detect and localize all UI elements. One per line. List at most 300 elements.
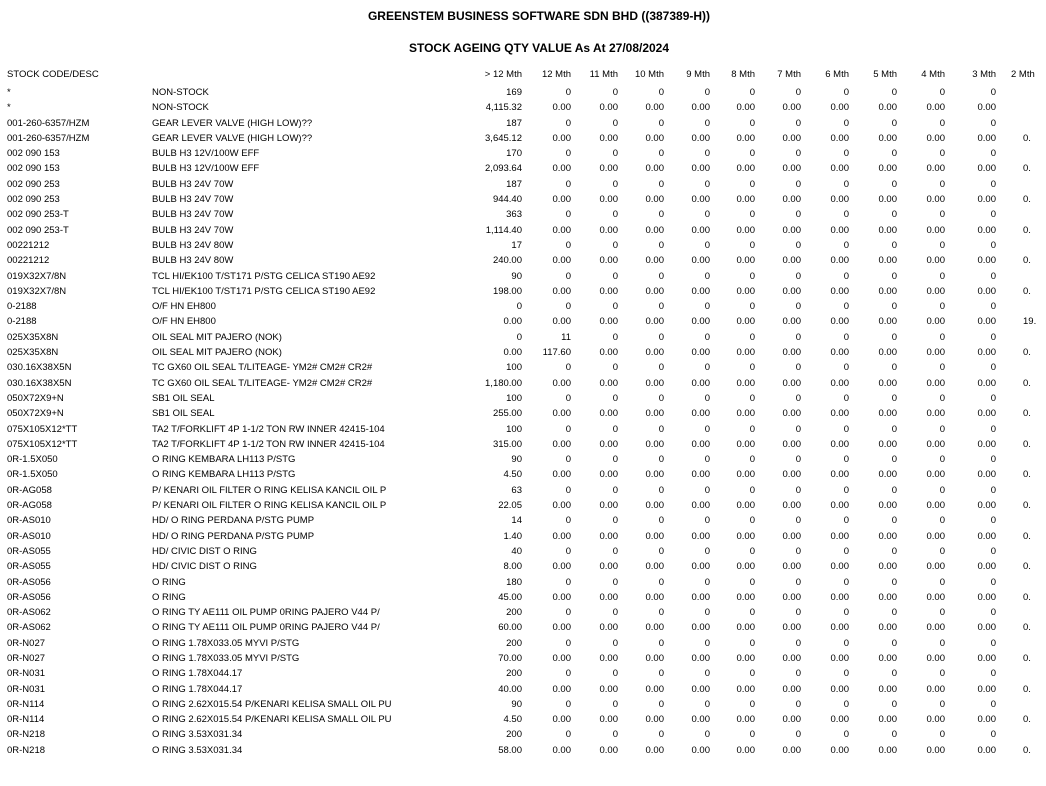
age-value-cell: 0 bbox=[795, 270, 801, 282]
company-title: GREENSTEM BUSINESS SOFTWARE SDN BHD ((387389-H)) bbox=[367, 9, 711, 23]
table-row bbox=[0, 561, 1046, 576]
age-value-cell: 0 bbox=[939, 515, 945, 527]
age-value-cell: 0.00 bbox=[782, 316, 801, 328]
table-row bbox=[0, 684, 1046, 699]
age-value-cell: 0.00 bbox=[926, 683, 945, 695]
age-value-cell: 0.00 bbox=[691, 438, 710, 450]
age-value-cell: 0 bbox=[891, 729, 897, 741]
age-value-cell: 0.00 bbox=[926, 714, 945, 726]
age-value-cell: 0.00 bbox=[782, 285, 801, 297]
table-row bbox=[0, 362, 1046, 377]
age-value-cell: 0 bbox=[990, 454, 996, 466]
age-value-cell: 0 bbox=[795, 484, 801, 496]
stock-description: O RING bbox=[152, 591, 186, 603]
age-value-cell: 170 bbox=[506, 148, 522, 160]
age-value-cell: 0 bbox=[990, 423, 996, 435]
age-value-cell: 11 bbox=[561, 331, 571, 343]
age-value-cell: 0 bbox=[704, 362, 710, 374]
age-value-cell: 0.00 bbox=[782, 132, 801, 144]
stock-code: 025X35X8N bbox=[7, 331, 59, 343]
age-value-cell: 0 bbox=[939, 392, 945, 404]
age-value-cell: 0.00 bbox=[691, 652, 710, 664]
age-value-cell: 0.00 bbox=[552, 622, 571, 634]
age-value-cell: 198.00 bbox=[492, 285, 522, 297]
age-value-cell: 0.00 bbox=[645, 347, 664, 359]
age-value-cell: 0.00 bbox=[878, 224, 897, 236]
age-value-cell: 58.00 bbox=[498, 744, 522, 756]
age-value-cell: 0. bbox=[1023, 285, 1031, 297]
age-value-cell: 0 bbox=[565, 423, 571, 435]
age-value-cell: 0.00 bbox=[599, 469, 618, 481]
table-row bbox=[0, 102, 1046, 117]
age-value-cell: 0.00 bbox=[977, 377, 996, 389]
age-value-cell: 0.00 bbox=[830, 561, 849, 573]
age-value-cell: 0 bbox=[843, 454, 849, 466]
age-value-cell: 0.00 bbox=[878, 377, 897, 389]
age-value-cell: 0 bbox=[612, 698, 618, 710]
age-value-cell: 0 bbox=[612, 270, 618, 282]
age-value-cell: 0 bbox=[990, 668, 996, 680]
age-value-cell: 0 bbox=[658, 117, 664, 129]
age-value-cell: 0 bbox=[565, 209, 571, 221]
age-value-cell: 0.00 bbox=[926, 744, 945, 756]
stock-code: 0R-N031 bbox=[7, 683, 46, 695]
age-value-cell: 0.00 bbox=[782, 163, 801, 175]
age-value-cell: 0.00 bbox=[736, 163, 755, 175]
age-value-cell: 0 bbox=[565, 87, 571, 98]
stock-code: 0R-AS010 bbox=[7, 515, 51, 527]
age-value-cell: 0.00 bbox=[691, 316, 710, 328]
age-value-cell: 0.00 bbox=[645, 500, 664, 512]
age-value-cell: 0.00 bbox=[977, 561, 996, 573]
age-value-cell: 0 bbox=[658, 607, 664, 619]
age-value-cell: 0 bbox=[704, 729, 710, 741]
age-value-cell: 17 bbox=[511, 239, 522, 251]
age-value-cell: 0.00 bbox=[878, 744, 897, 756]
age-value-cell: 0.00 bbox=[782, 530, 801, 542]
age-value-cell: 0.00 bbox=[645, 530, 664, 542]
age-value-cell: 0 bbox=[891, 117, 897, 129]
age-value-cell: 0 bbox=[843, 239, 849, 251]
age-value-cell: 0 bbox=[612, 117, 618, 129]
age-value-cell: 0 bbox=[990, 729, 996, 741]
age-value-cell: 19. bbox=[1023, 316, 1037, 328]
age-value-cell: 0.00 bbox=[830, 622, 849, 634]
age-value-cell: 0 bbox=[612, 454, 618, 466]
stock-description: O RING 3.53X031.34 bbox=[152, 744, 243, 756]
age-value-cell: 0 bbox=[565, 576, 571, 588]
table-row bbox=[0, 439, 1046, 454]
age-value-cell: 0.00 bbox=[736, 347, 755, 359]
age-value-cell: 0 bbox=[795, 637, 801, 649]
age-value-cell: 0.00 bbox=[691, 102, 710, 114]
age-value-cell: 0.00 bbox=[926, 408, 945, 420]
age-value-cell: 0.00 bbox=[926, 377, 945, 389]
age-value-cell: 0.00 bbox=[782, 622, 801, 634]
age-value-cell: 0 bbox=[516, 301, 522, 313]
age-value-cell: 0.00 bbox=[736, 224, 755, 236]
age-value-cell: 0 bbox=[939, 87, 945, 98]
age-value-cell: 0 bbox=[939, 178, 945, 190]
age-value-cell: 0 bbox=[658, 454, 664, 466]
age-value-cell: 0 bbox=[843, 668, 849, 680]
age-value-cell: 0 bbox=[795, 117, 801, 129]
age-value-cell: 0. bbox=[1023, 561, 1031, 573]
age-value-cell: 22.05 bbox=[498, 500, 522, 512]
age-value-cell: 0.00 bbox=[878, 408, 897, 420]
age-value-cell: 90 bbox=[511, 454, 522, 466]
age-value-cell: 0.00 bbox=[736, 714, 755, 726]
age-value-cell: 0 bbox=[990, 148, 996, 160]
age-value-cell: 0 bbox=[990, 301, 996, 313]
age-value-cell: 200 bbox=[506, 729, 522, 741]
age-value-cell: 0 bbox=[565, 729, 571, 741]
age-value-cell: 0 bbox=[749, 729, 755, 741]
stock-description: OIL SEAL MIT PAJERO (NOK) bbox=[152, 331, 282, 343]
age-value-cell: 0.00 bbox=[736, 194, 755, 206]
stock-description: O RING 1.78X044.17 bbox=[152, 668, 243, 680]
stock-description: BULB H3 24V 80W bbox=[152, 255, 234, 267]
age-value-cell: 0.00 bbox=[552, 408, 571, 420]
stock-code: 019X32X7/8N bbox=[7, 270, 67, 282]
age-value-cell: 0.00 bbox=[736, 408, 755, 420]
age-value-cell: 0 bbox=[565, 698, 571, 710]
age-value-cell: 0.00 bbox=[736, 438, 755, 450]
age-value-cell: 0 bbox=[939, 668, 945, 680]
age-value-cell: 0.00 bbox=[830, 683, 849, 695]
age-value-cell: 0.00 bbox=[645, 194, 664, 206]
stock-code: 0R-N027 bbox=[7, 652, 46, 664]
stock-code: 002 090 253-T bbox=[7, 224, 69, 236]
age-value-cell: 0 bbox=[939, 209, 945, 221]
stock-code: 002 090 253 bbox=[7, 194, 60, 206]
age-value-cell: 63 bbox=[511, 484, 522, 496]
stock-code: 0R-AS056 bbox=[7, 576, 51, 588]
age-value-cell: 0 bbox=[891, 423, 897, 435]
age-value-cell: 0 bbox=[612, 178, 618, 190]
age-value-cell: 0 bbox=[891, 576, 897, 588]
age-value-cell: 0.00 bbox=[691, 377, 710, 389]
age-value-cell: 0 bbox=[891, 668, 897, 680]
stock-description: BULB H3 24V 70W bbox=[152, 178, 234, 190]
age-value-cell: 0 bbox=[658, 392, 664, 404]
stock-code: 0R-N218 bbox=[7, 729, 46, 741]
age-value-cell: 8.00 bbox=[503, 561, 522, 573]
age-value-cell: 0.00 bbox=[926, 224, 945, 236]
age-value-cell: 200 bbox=[506, 637, 522, 649]
age-value-cell: 169 bbox=[506, 87, 522, 98]
age-value-cell: 0 bbox=[658, 545, 664, 557]
age-value-cell: 0. bbox=[1023, 683, 1031, 695]
age-value-cell: 45.00 bbox=[498, 591, 522, 603]
age-value-cell: 0 bbox=[658, 209, 664, 221]
stock-description: O RING 1.78X033.05 MYVI P/STG bbox=[152, 652, 300, 664]
stock-code: 019X32X7/8N bbox=[7, 285, 67, 297]
age-value-cell: 0.00 bbox=[599, 500, 618, 512]
age-value-cell: 14 bbox=[511, 515, 522, 527]
age-value-cell: 0 bbox=[795, 87, 801, 98]
age-value-cell: 0.00 bbox=[926, 469, 945, 481]
age-value-cell: 0.00 bbox=[878, 255, 897, 267]
age-value-cell: 0.00 bbox=[830, 347, 849, 359]
age-value-cell: 0.00 bbox=[552, 652, 571, 664]
age-value-cell: 0 bbox=[749, 423, 755, 435]
stock-code: 075X105X12*TT bbox=[7, 423, 78, 435]
age-value-cell: 0.00 bbox=[830, 316, 849, 328]
age-value-cell: 0 bbox=[612, 331, 618, 343]
age-value-cell: 0.00 bbox=[552, 530, 571, 542]
stock-description: BULB H3 12V/100W EFF bbox=[152, 163, 260, 175]
stock-code: 0R-AS010 bbox=[7, 530, 51, 542]
stock-description: O RING bbox=[152, 576, 186, 588]
column-header-age: 6 Mth bbox=[825, 69, 849, 80]
age-value-cell: 200 bbox=[506, 668, 522, 680]
age-value-cell: 0.00 bbox=[878, 683, 897, 695]
age-value-cell: 4,115.32 bbox=[485, 102, 522, 114]
stock-description: SB1 OIL SEAL bbox=[152, 392, 215, 404]
age-value-cell: 0 bbox=[795, 423, 801, 435]
table-row bbox=[0, 133, 1046, 148]
age-value-cell: 0.00 bbox=[552, 377, 571, 389]
age-value-cell: 0 bbox=[749, 87, 755, 98]
age-value-cell: 0.00 bbox=[926, 561, 945, 573]
age-value-cell: 0 bbox=[939, 545, 945, 557]
age-value-cell: 0.00 bbox=[926, 102, 945, 114]
age-value-cell: 0 bbox=[891, 331, 897, 343]
age-value-cell: 0 bbox=[939, 331, 945, 343]
stock-code: 0R-N114 bbox=[7, 714, 45, 726]
table-row bbox=[0, 87, 1046, 102]
stock-code: 0R-AS062 bbox=[7, 607, 51, 619]
stock-description: O/F HN EH800 bbox=[152, 301, 216, 313]
stock-description: GEAR LEVER VALVE (HIGH LOW)?? bbox=[152, 117, 313, 129]
age-value-cell: 0 bbox=[749, 454, 755, 466]
age-value-cell: 0.00 bbox=[599, 194, 618, 206]
age-value-cell: 0 bbox=[891, 209, 897, 221]
table-row bbox=[0, 577, 1046, 592]
age-value-cell: 0. bbox=[1023, 347, 1031, 359]
age-value-cell: 0 bbox=[843, 209, 849, 221]
age-value-cell: 0.00 bbox=[645, 163, 664, 175]
age-value-cell: 0 bbox=[749, 484, 755, 496]
stock-description: HD/ O RING PERDANA P/STG PUMP bbox=[152, 530, 315, 542]
stock-code: 0-2188 bbox=[7, 301, 37, 313]
age-value-cell: 0.00 bbox=[736, 683, 755, 695]
age-value-cell: 100 bbox=[506, 423, 522, 435]
age-value-cell: 0 bbox=[749, 301, 755, 313]
column-header-age: > 12 Mth bbox=[484, 69, 522, 80]
age-value-cell: 0.00 bbox=[830, 744, 849, 756]
age-value-cell: 0.00 bbox=[782, 408, 801, 420]
age-value-cell: 0.00 bbox=[878, 163, 897, 175]
age-value-cell: 0 bbox=[939, 454, 945, 466]
age-value-cell: 0 bbox=[704, 515, 710, 527]
stock-description: SB1 OIL SEAL bbox=[152, 408, 215, 420]
age-value-cell: 0. bbox=[1023, 132, 1031, 144]
age-value-cell: 0 bbox=[658, 331, 664, 343]
age-value-cell: 0 bbox=[749, 545, 755, 557]
age-value-cell: 0.00 bbox=[878, 347, 897, 359]
age-value-cell: 0.00 bbox=[926, 347, 945, 359]
age-value-cell: 0 bbox=[843, 392, 849, 404]
age-value-cell: 0.00 bbox=[782, 102, 801, 114]
age-value-cell: 0.00 bbox=[599, 561, 618, 573]
age-value-cell: 0.00 bbox=[599, 714, 618, 726]
column-header-age: 12 Mth bbox=[541, 69, 571, 80]
age-value-cell: 0.00 bbox=[645, 285, 664, 297]
age-value-cell: 0.00 bbox=[926, 530, 945, 542]
age-value-cell: 0.00 bbox=[691, 714, 710, 726]
table-row bbox=[0, 271, 1046, 286]
column-header-age: 2 Mth bbox=[1011, 69, 1035, 80]
age-value-cell: 0.00 bbox=[878, 102, 897, 114]
age-value-cell: 0 bbox=[612, 362, 618, 374]
age-value-cell: 0.00 bbox=[926, 163, 945, 175]
age-value-cell: 0. bbox=[1023, 530, 1031, 542]
age-value-cell: 0 bbox=[565, 301, 571, 313]
age-value-cell: 0. bbox=[1023, 591, 1031, 603]
stock-code: * bbox=[7, 87, 11, 98]
age-value-cell: 0.00 bbox=[878, 316, 897, 328]
stock-code: 075X105X12*TT bbox=[7, 438, 78, 450]
table-row bbox=[0, 668, 1046, 683]
table-row bbox=[0, 714, 1046, 729]
age-value-cell: 0.00 bbox=[599, 408, 618, 420]
age-value-cell: 0.00 bbox=[926, 500, 945, 512]
age-value-cell: 0 bbox=[749, 392, 755, 404]
age-value-cell: 0.00 bbox=[878, 714, 897, 726]
age-value-cell: 0 bbox=[749, 668, 755, 680]
age-value-cell: 0 bbox=[612, 209, 618, 221]
age-value-cell: 0 bbox=[843, 576, 849, 588]
age-value-cell: 0 bbox=[704, 270, 710, 282]
age-value-cell: 0.00 bbox=[926, 591, 945, 603]
age-value-cell: 0.00 bbox=[645, 377, 664, 389]
stock-description: O RING TY AE111 OIL PUMP 0RING PAJERO V44 P/ bbox=[152, 622, 380, 634]
age-value-cell: 0.00 bbox=[878, 500, 897, 512]
age-value-cell: 0.00 bbox=[691, 255, 710, 267]
age-value-cell: 0 bbox=[565, 668, 571, 680]
age-value-cell: 240.00 bbox=[492, 255, 522, 267]
age-value-cell: 0 bbox=[843, 178, 849, 190]
stock-description: O RING 1.78X033.05 MYVI P/STG bbox=[152, 637, 300, 649]
age-value-cell: 0 bbox=[612, 301, 618, 313]
age-value-cell: 0.00 bbox=[830, 652, 849, 664]
age-value-cell: 0.00 bbox=[977, 316, 996, 328]
age-value-cell: 0.00 bbox=[691, 194, 710, 206]
table-row bbox=[0, 515, 1046, 530]
age-value-cell: 0 bbox=[990, 117, 996, 129]
age-value-cell: 40.00 bbox=[498, 683, 522, 695]
age-value-cell: 0.00 bbox=[645, 744, 664, 756]
stock-code: 0R-AS055 bbox=[7, 561, 51, 573]
age-value-cell: 0.00 bbox=[926, 652, 945, 664]
stock-description: OIL SEAL MIT PAJERO (NOK) bbox=[152, 347, 282, 359]
age-value-cell: 0 bbox=[843, 148, 849, 160]
age-value-cell: 0.00 bbox=[878, 561, 897, 573]
age-value-cell: 3,645.12 bbox=[485, 132, 522, 144]
age-value-cell: 0.00 bbox=[552, 714, 571, 726]
age-value-cell: 0.00 bbox=[830, 102, 849, 114]
stock-code: 0R-N031 bbox=[7, 668, 46, 680]
age-value-cell: 0 bbox=[795, 392, 801, 404]
age-value-cell: 0 bbox=[658, 637, 664, 649]
table-row bbox=[0, 255, 1046, 270]
table-row bbox=[0, 729, 1046, 744]
age-value-cell: 0 bbox=[939, 148, 945, 160]
stock-code: 002 090 253 bbox=[7, 178, 60, 190]
stock-code: 0-2188 bbox=[7, 316, 37, 328]
age-value-cell: 0 bbox=[749, 178, 755, 190]
age-value-cell: 0.00 bbox=[878, 132, 897, 144]
age-value-cell: 0 bbox=[565, 148, 571, 160]
stock-description: TA2 T/FORKLIFT 4P 1-1/2 TON RW INNER 42415-104 bbox=[152, 438, 385, 450]
age-value-cell: 0.00 bbox=[977, 347, 996, 359]
age-value-cell: 0 bbox=[990, 209, 996, 221]
age-value-cell: 0.00 bbox=[645, 561, 664, 573]
age-value-cell: 0.00 bbox=[599, 255, 618, 267]
age-value-cell: 0 bbox=[939, 607, 945, 619]
age-value-cell: 0.00 bbox=[691, 622, 710, 634]
age-value-cell: 0.00 bbox=[736, 377, 755, 389]
column-header-age: 5 Mth bbox=[873, 69, 897, 80]
age-value-cell: 0 bbox=[704, 331, 710, 343]
age-value-cell: 0 bbox=[612, 668, 618, 680]
age-value-cell: 0 bbox=[891, 515, 897, 527]
age-value-cell: 0.00 bbox=[691, 132, 710, 144]
age-value-cell: 0.00 bbox=[977, 163, 996, 175]
column-header-age: 3 Mth bbox=[972, 69, 996, 80]
age-value-cell: 0 bbox=[990, 484, 996, 496]
age-value-cell: 0.00 bbox=[878, 438, 897, 450]
age-value-cell: 0.00 bbox=[830, 255, 849, 267]
age-value-cell: 0.00 bbox=[691, 591, 710, 603]
age-value-cell: 187 bbox=[506, 178, 522, 190]
age-value-cell: 0.00 bbox=[977, 500, 996, 512]
age-value-cell: 0. bbox=[1023, 500, 1031, 512]
age-value-cell: 0.00 bbox=[645, 438, 664, 450]
age-value-cell: 0 bbox=[990, 362, 996, 374]
age-value-cell: 0.00 bbox=[926, 622, 945, 634]
age-value-cell: 100 bbox=[506, 362, 522, 374]
age-value-cell: 90 bbox=[511, 698, 522, 710]
age-value-cell: 0 bbox=[658, 698, 664, 710]
table-row bbox=[0, 163, 1046, 178]
age-value-cell: 2,093.64 bbox=[485, 163, 522, 175]
age-value-cell: 0 bbox=[990, 331, 996, 343]
age-value-cell: 0.00 bbox=[830, 132, 849, 144]
age-value-cell: 0 bbox=[658, 178, 664, 190]
age-value-cell: 0 bbox=[843, 301, 849, 313]
age-value-cell: 0 bbox=[843, 87, 849, 98]
age-value-cell: 0 bbox=[990, 239, 996, 251]
age-value-cell: 0.00 bbox=[878, 591, 897, 603]
age-value-cell: 0 bbox=[612, 239, 618, 251]
age-value-cell: 0.00 bbox=[736, 744, 755, 756]
age-value-cell: 0 bbox=[704, 484, 710, 496]
age-value-cell: 0.00 bbox=[977, 224, 996, 236]
age-value-cell: 0.00 bbox=[599, 347, 618, 359]
age-value-cell: 0.00 bbox=[830, 377, 849, 389]
age-value-cell: 0 bbox=[658, 270, 664, 282]
age-value-cell: 0.00 bbox=[691, 683, 710, 695]
age-value-cell: 117.60 bbox=[542, 347, 571, 359]
age-value-cell: 0.00 bbox=[599, 438, 618, 450]
age-value-cell: 0 bbox=[749, 607, 755, 619]
age-value-cell: 0.00 bbox=[599, 683, 618, 695]
age-value-cell: 0 bbox=[749, 209, 755, 221]
stock-code: 0R-AS055 bbox=[7, 545, 51, 557]
